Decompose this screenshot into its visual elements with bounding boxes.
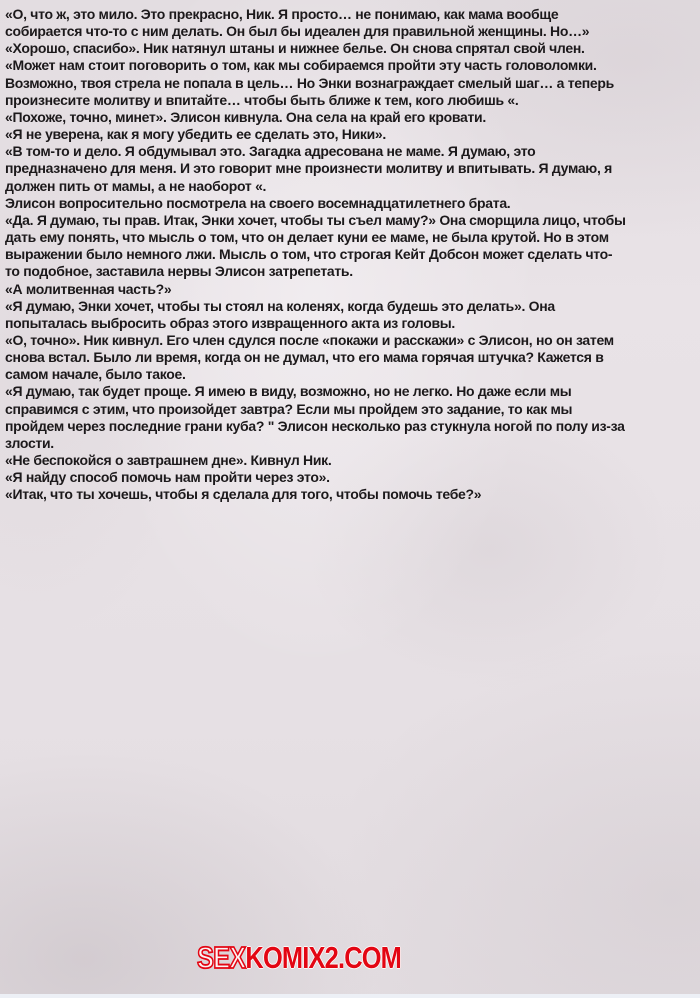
story-text-block: [5, 6, 700, 504]
text-line: произнесите молитву и впитайте… чтобы быть ближе к тем, кого любишь «.: [5, 91, 519, 108]
text-line: «Я найду способ помочь нам пройти через это».: [5, 469, 330, 486]
text-line: «О, точно». Ник кивнул. Его член сдулся после «покажи и расскажи» с Элисон, но он затем: [5, 331, 614, 348]
text-line: «Итак, что ты хочешь, чтобы я сделала для того, чтобы помочь тебе?»: [5, 486, 482, 503]
text-line: должен пить от мамы, а не наоборот «.: [5, 177, 267, 194]
text-line: то подобное, заставила нервы Элисон затрепетать.: [5, 263, 353, 280]
text-line: снова встал. Было ли время, когда он не думал, что его мама горячая штучка? Кажется в: [5, 349, 604, 366]
text-line: самом начале, было такое.: [5, 366, 186, 383]
text-line: собирается что-то с ним делать. Он был бы идеален для правильной женщины. Но…»: [5, 23, 590, 40]
text-line: «Похоже, точно, минет». Элисон кивнула. Она села на край его кровати.: [5, 108, 486, 125]
text-line: выражении было немного лжи. Мысль о том, что строгая Кейт Добсон может сделать что-: [5, 246, 613, 263]
text-line: «Я не уверена, как я могу убедить ее сделать это, Ники».: [5, 126, 386, 143]
bottom-edge-strip: [0, 994, 700, 998]
text-line: попыталась выбросить образ этого извращенного акта из головы.: [5, 314, 456, 331]
text-line: «Может нам стоит поговорить о том, как мы собираемся пройти эту часть головоломки.: [5, 57, 597, 74]
text-line: пройдем через последние грани куба? " Элисон несколько раз стукнула ногой по полу из-за: [5, 417, 625, 434]
site-watermark: [197, 942, 401, 973]
text-line: справимся с этим, что произойдет завтра? Если мы пройдем это задание, то как мы: [5, 400, 573, 417]
text-line: «Я думаю, так будет проще. Я имею в виду, возможно, но не легко. Но даже если мы: [5, 383, 572, 400]
text-line: предназначено для меня. И это говорит мне произнести молитву и впитывать. Я думаю, я: [5, 160, 613, 177]
watermark-domain: KOMIX2.COM: [245, 940, 402, 975]
text-line: «Я думаю, Энки хочет, чтобы ты стоял на коленях, когда будешь это делать». Она: [5, 297, 555, 314]
text-line: «О, что ж, это мило. Это прекрасно, Ник. Я просто… не понимаю, как мама вообще: [5, 6, 559, 22]
text-line: «Хорошо, спасибо». Ник натянул штаны и нижнее белье. Он снова спрятал свой член.: [5, 40, 585, 57]
watermark-sex-outlined: SEX: [197, 940, 246, 975]
text-line: дать ему понять, что мысль о том, что он делает куни ее маме, не была крутой. Но в этом: [5, 229, 609, 246]
text-line: «А молитвенная часть?»: [5, 280, 172, 297]
text-line: злости.: [5, 434, 54, 451]
text-line: «Да. Я думаю, ты прав. Итак, Энки хочет, чтобы ты съел маму?» Она сморщила лицо, чтобы: [5, 211, 626, 228]
text-line: Элисон вопросительно посмотрела на своего восемнадцатилетнего брата.: [5, 194, 511, 211]
text-line: «Не беспокойся о завтрашнем дне». Кивнул Ник.: [5, 452, 332, 469]
text-line: Возможно, твоя стрела не попала в цель… Но Энки вознаграждает смелый шаг… а теперь: [5, 74, 614, 91]
text-line: «В том-то и дело. Я обдумывал это. Загадка адресована не маме. Я думаю, это: [5, 143, 536, 160]
